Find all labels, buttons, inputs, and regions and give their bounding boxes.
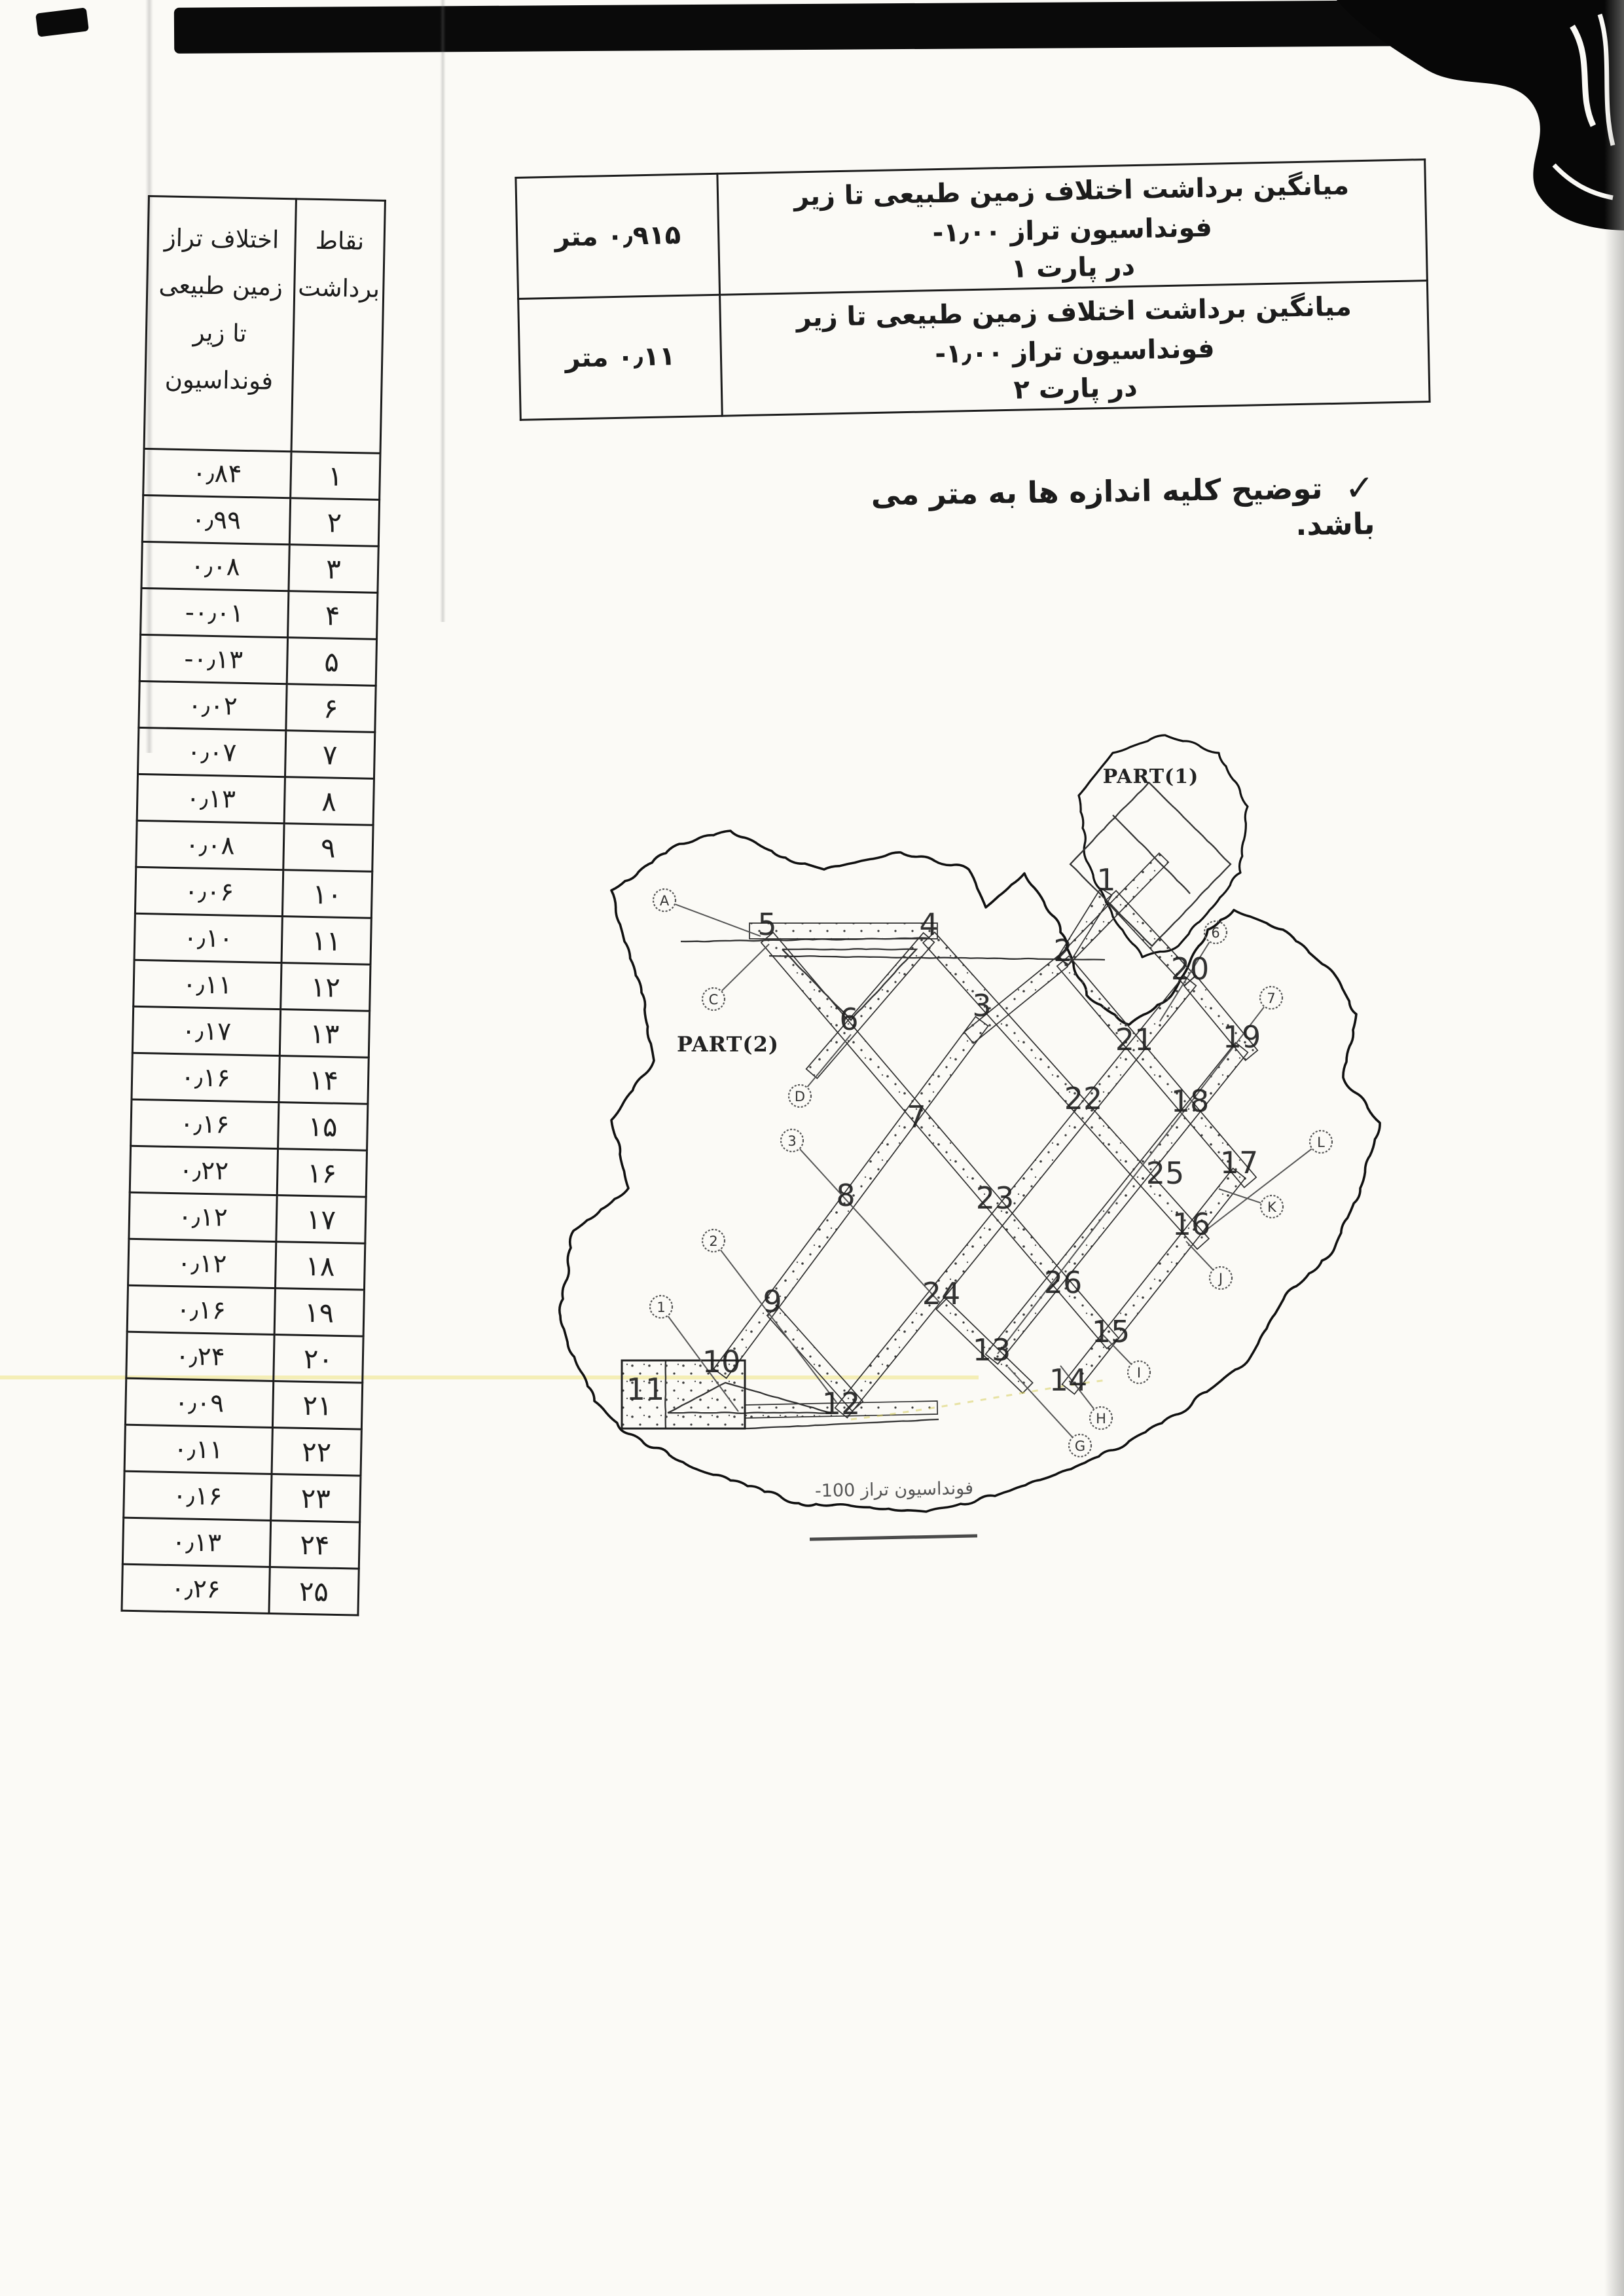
table-row bbox=[141, 588, 378, 639]
summary-value: ۰٫۹۱۵ متر bbox=[516, 173, 720, 299]
survey-point-label: 14 bbox=[1049, 1362, 1088, 1398]
survey-point-number: ۱۳ bbox=[280, 1010, 370, 1058]
survey-point-number: ۲۱ bbox=[272, 1381, 363, 1430]
survey-point-number: ۲۰ bbox=[273, 1335, 363, 1383]
summary-label-line2: در پارت ۲ bbox=[1013, 372, 1138, 405]
column-header-elevation-diff: اختلاف تراز زمین طبیعی تا زیر فونداسیون bbox=[144, 196, 296, 452]
axis-marker-label: L bbox=[1317, 1135, 1325, 1150]
elevation-diff-value: ۰٫۱۲ bbox=[129, 1192, 277, 1241]
elevation-diff-value: ۰٫۱۱ bbox=[124, 1425, 272, 1474]
summary-row bbox=[518, 281, 1430, 420]
plan-caption-text: فونداسیون تراز bbox=[860, 1478, 974, 1501]
axis-marker-label: 2 bbox=[709, 1233, 718, 1249]
survey-point-number: ۱۵ bbox=[278, 1102, 368, 1151]
elevation-diff-value: ۰٫۱۰ bbox=[134, 913, 282, 962]
table-row bbox=[134, 960, 370, 1011]
survey-point-number: ۲۵ bbox=[269, 1567, 359, 1615]
survey-point-number: ۶ bbox=[286, 684, 376, 733]
table-row bbox=[124, 1425, 361, 1476]
survey-point-label: 3 bbox=[972, 988, 992, 1023]
units-note-text: توضیح کلیه اندازه ها به متر می باشد. bbox=[871, 471, 1375, 543]
elevation-diff-value: ۰٫۱۶ bbox=[131, 1099, 279, 1148]
table-row bbox=[139, 634, 376, 685]
survey-point-label: 7 bbox=[907, 1099, 926, 1135]
survey-point-label: 16 bbox=[1172, 1207, 1211, 1242]
table-row bbox=[130, 1146, 367, 1197]
strip-foundation-band bbox=[749, 923, 937, 939]
axis-marker-label: J bbox=[1218, 1271, 1223, 1286]
survey-point-label: 4 bbox=[919, 907, 939, 942]
survey-point-number: ۲۴ bbox=[270, 1520, 360, 1569]
site-plan-svg bbox=[543, 707, 1394, 1578]
survey-point-label: 13 bbox=[972, 1332, 1011, 1368]
scan-artifact-top-left bbox=[35, 7, 89, 37]
summary-value: ۰٫۱۱ متر bbox=[518, 295, 723, 420]
elevation-diff-value: ۰٫۲۲ bbox=[130, 1146, 278, 1195]
axis-marker-label: D bbox=[794, 1089, 806, 1104]
table-row bbox=[139, 681, 376, 732]
survey-point-label: 10 bbox=[702, 1344, 741, 1379]
axis-marker-label: C bbox=[708, 992, 719, 1008]
table-row bbox=[129, 1192, 366, 1243]
table-row bbox=[125, 1378, 362, 1429]
axis-marker-label: 6 bbox=[1211, 925, 1220, 941]
survey-point-label: 17 bbox=[1219, 1145, 1259, 1180]
table-row bbox=[132, 1053, 369, 1104]
elevation-diff-value: ۰٫۱۶ bbox=[124, 1471, 272, 1520]
table-row bbox=[143, 448, 380, 500]
scan-artifact-top-bar bbox=[174, 0, 1428, 54]
survey-point-number: ۲۳ bbox=[270, 1474, 361, 1522]
elevation-diff-value: ۰٫۸۴ bbox=[143, 448, 291, 498]
axis-marker-label: I bbox=[1136, 1365, 1142, 1381]
elevation-diff-value: ۰٫۱۳ bbox=[122, 1518, 270, 1567]
survey-points-table bbox=[120, 195, 386, 1616]
survey-point-label: 21 bbox=[1115, 1022, 1154, 1057]
axis-marker-label: K bbox=[1267, 1199, 1276, 1215]
survey-point-number: ۱۶ bbox=[277, 1149, 367, 1197]
axis-marker-label: G bbox=[1074, 1438, 1086, 1454]
elevation-diff-value: ۰٫۰۶ bbox=[135, 867, 283, 916]
summary-label bbox=[720, 281, 1430, 416]
summary-label bbox=[717, 160, 1427, 295]
survey-point-label: 5 bbox=[757, 907, 777, 942]
survey-point-label: 23 bbox=[975, 1180, 1015, 1216]
survey-point-number: ۱۴ bbox=[279, 1056, 369, 1104]
table-row bbox=[132, 1006, 369, 1057]
elevation-diff-value: ۰٫۱۶ bbox=[127, 1285, 275, 1334]
table-row bbox=[142, 495, 379, 546]
survey-table-body bbox=[122, 448, 380, 1615]
survey-point-label: 11 bbox=[626, 1372, 665, 1407]
elevation-diff-value: ۰٫۱۱ bbox=[134, 960, 281, 1009]
summary-table bbox=[514, 158, 1430, 421]
survey-point-number: ۲ bbox=[289, 498, 380, 547]
summary-table-body bbox=[516, 160, 1430, 420]
survey-point-number: ۳ bbox=[289, 545, 379, 593]
table-row bbox=[137, 774, 374, 825]
checkmark-icon: ✓ bbox=[1344, 467, 1375, 509]
scan-edge-shadow bbox=[1604, 0, 1624, 2296]
table-row bbox=[138, 727, 375, 778]
survey-point-number: ۱۰ bbox=[282, 870, 372, 919]
survey-point-number: ۸ bbox=[284, 777, 374, 826]
table-row bbox=[127, 1285, 364, 1336]
survey-point-number: ۲۲ bbox=[272, 1427, 362, 1476]
elevation-diff-value: ۰٫۱۶ bbox=[132, 1053, 280, 1102]
elevation-diff-value: -۰٫۰۱ bbox=[141, 588, 289, 637]
survey-point-label: 6 bbox=[839, 1002, 859, 1037]
table-row bbox=[136, 820, 373, 871]
survey-point-label: 24 bbox=[922, 1276, 961, 1311]
survey-point-label: 20 bbox=[1170, 951, 1210, 987]
column-header-survey-points: نقاط برداشت bbox=[291, 199, 386, 454]
marker-leader-line bbox=[676, 904, 761, 936]
elevation-diff-value: ۰٫۰۹ bbox=[125, 1378, 273, 1427]
elevation-diff-value: ۰٫۲۴ bbox=[126, 1332, 274, 1381]
survey-point-number: ۱۱ bbox=[281, 917, 372, 965]
survey-point-label: 15 bbox=[1091, 1314, 1130, 1349]
survey-point-number: ۴ bbox=[287, 591, 378, 640]
scan-fold-streak bbox=[440, 0, 446, 622]
elevation-diff-value: ۰٫۰۲ bbox=[139, 681, 287, 730]
survey-point-number: ۱۹ bbox=[274, 1288, 365, 1337]
table-row bbox=[122, 1564, 359, 1615]
marker-leader-line bbox=[722, 944, 769, 991]
elevation-diff-value: ۰٫۰۸ bbox=[141, 541, 289, 591]
elevation-diff-value: -۰٫۱۳ bbox=[139, 634, 287, 683]
survey-point-number: ۱۲ bbox=[280, 963, 370, 1011]
elevation-diff-value: ۰٫۱۲ bbox=[128, 1239, 276, 1288]
part2-label: PART(2) bbox=[677, 1032, 779, 1057]
elevation-diff-value: ۰٫۱۷ bbox=[132, 1006, 280, 1055]
units-note bbox=[850, 465, 1375, 548]
axis-marker-label: 3 bbox=[787, 1133, 797, 1149]
survey-point-number: ۹ bbox=[283, 824, 373, 872]
table-row bbox=[122, 1518, 359, 1569]
survey-point-number: ۱۸ bbox=[275, 1242, 365, 1290]
summary-row bbox=[516, 160, 1427, 299]
survey-point-label: 19 bbox=[1222, 1019, 1261, 1055]
table-row bbox=[141, 541, 378, 592]
strip-foundation-band bbox=[1062, 1169, 1246, 1394]
survey-point-number: ۵ bbox=[287, 638, 377, 686]
survey-point-label: 12 bbox=[821, 1386, 861, 1421]
survey-point-label: 25 bbox=[1146, 1156, 1185, 1191]
table-row bbox=[128, 1239, 365, 1290]
elevation-diff-value: ۰٫۰۸ bbox=[136, 820, 284, 869]
survey-point-label: 22 bbox=[1064, 1081, 1103, 1116]
elevation-diff-value: ۰٫۰۷ bbox=[138, 727, 286, 776]
table-row bbox=[134, 913, 371, 964]
survey-point-number: ۱ bbox=[290, 452, 380, 500]
elevation-diff-value: ۰٫۱۳ bbox=[137, 774, 285, 823]
axis-marker-label: H bbox=[1096, 1411, 1106, 1427]
elevation-diff-value: ۰٫۹۹ bbox=[142, 495, 290, 544]
table-row bbox=[124, 1471, 361, 1522]
elevation-diff-value: ۰٫۲۶ bbox=[122, 1564, 270, 1613]
summary-label-line1: میانگین برداشت اختلاف زمین طبیعی تا زیر فونداسیون تراز ۱٫۰۰- bbox=[796, 291, 1352, 370]
survey-point-label: 9 bbox=[763, 1284, 782, 1319]
survey-point-number: ۷ bbox=[285, 731, 375, 779]
axis-marker-label: 7 bbox=[1267, 991, 1276, 1006]
axis-marker-label: 1 bbox=[657, 1300, 666, 1315]
summary-label-line1: میانگین برداشت اختلاف زمین طبیعی تا زیر فونداسیون تراز ۱٫۰۰- bbox=[793, 170, 1350, 249]
table-row bbox=[126, 1332, 363, 1383]
survey-point-label: 2 bbox=[1053, 933, 1073, 968]
survey-point-label: 18 bbox=[1170, 1084, 1210, 1119]
survey-point-label: 8 bbox=[836, 1178, 856, 1213]
survey-point-label: 1 bbox=[1096, 862, 1116, 898]
survey-point-label: 26 bbox=[1043, 1265, 1083, 1300]
survey-point-number: ۱۷ bbox=[276, 1195, 367, 1244]
table-row bbox=[135, 867, 372, 918]
table-row bbox=[131, 1099, 368, 1150]
plan-caption-level: -100 bbox=[814, 1480, 856, 1502]
plan-caption bbox=[803, 1478, 986, 1502]
summary-label-line2: در پارت ۱ bbox=[1011, 251, 1136, 284]
axis-marker-label: A bbox=[659, 893, 670, 909]
part1-label: PART(1) bbox=[1102, 765, 1199, 788]
